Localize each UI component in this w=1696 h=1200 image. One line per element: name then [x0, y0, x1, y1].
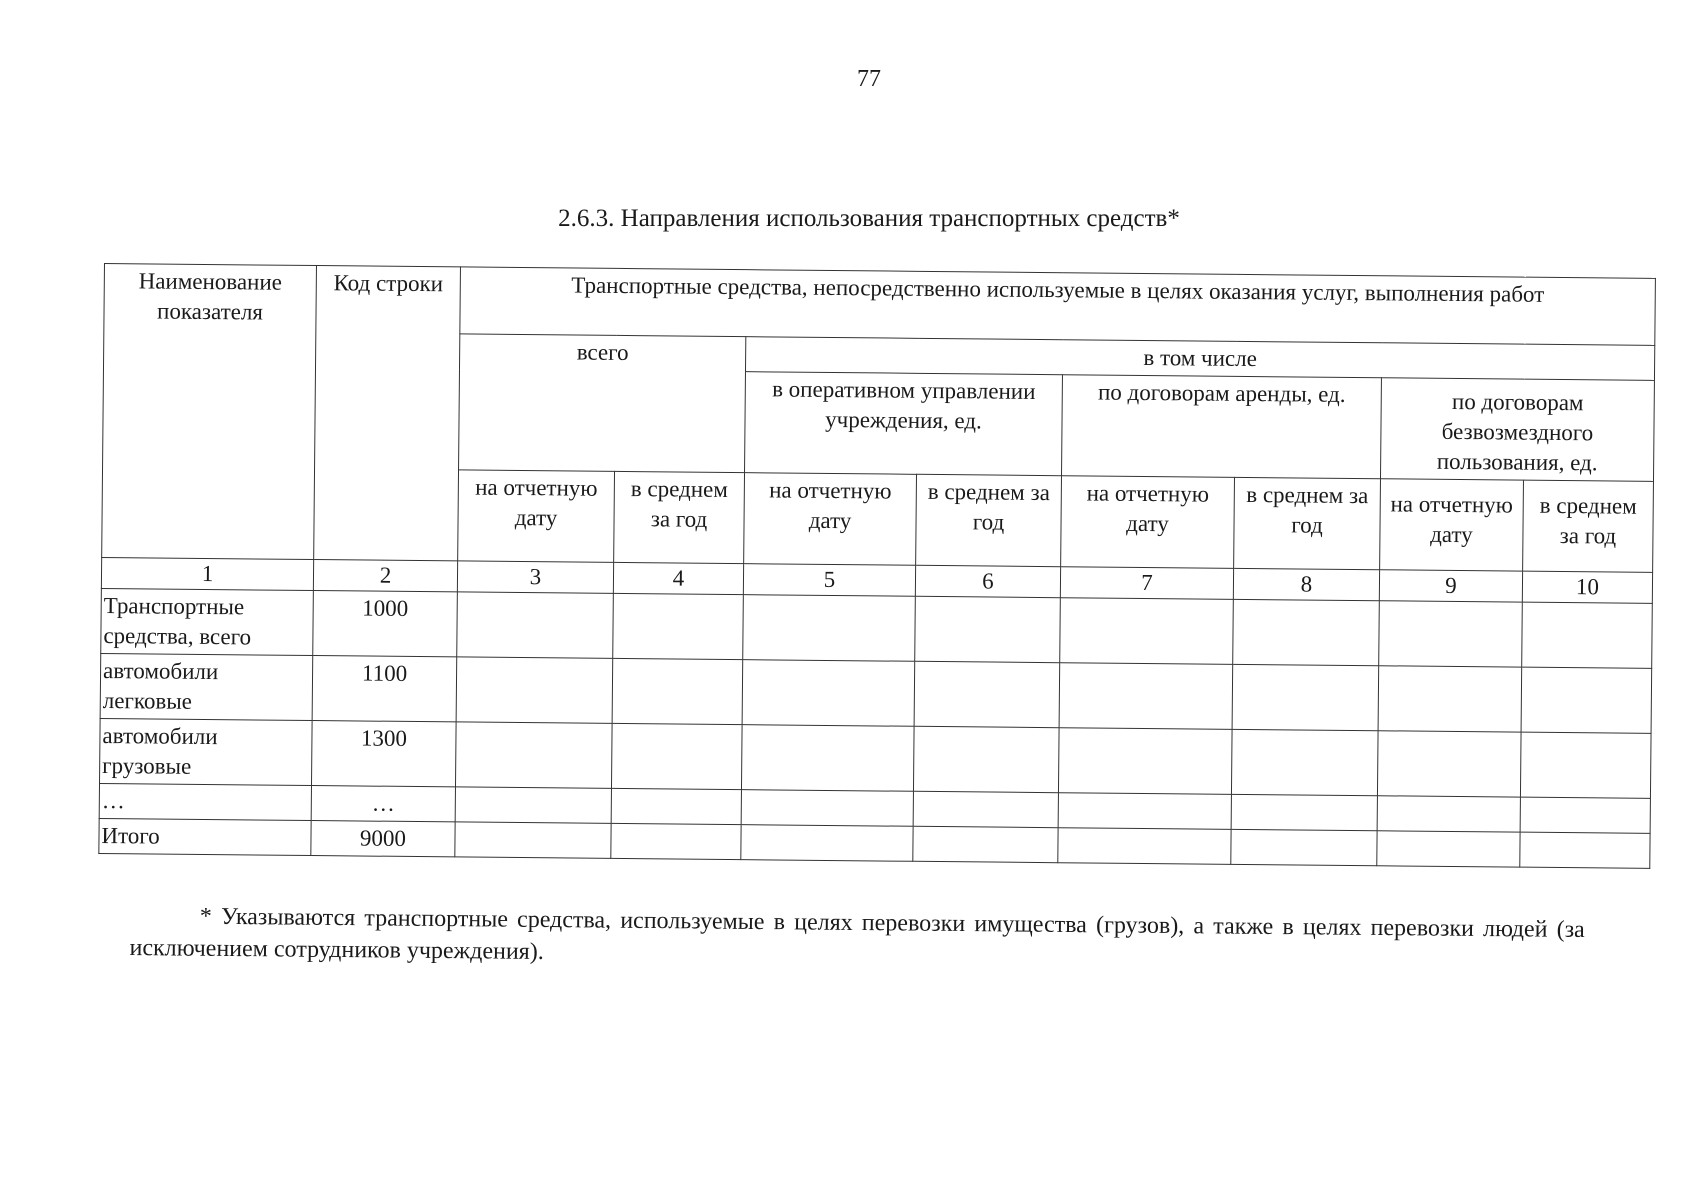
empty-cell	[1060, 597, 1234, 664]
empty-cell	[1058, 727, 1232, 794]
header-avg-year-total: в среднем за год	[614, 471, 745, 563]
header-indicator-name: Наименование показателя	[102, 264, 317, 560]
row-code: 1000	[313, 590, 458, 656]
empty-cell	[913, 826, 1058, 862]
empty-cell	[456, 657, 613, 723]
empty-cell	[1377, 830, 1520, 866]
empty-cell	[1377, 795, 1520, 831]
empty-cell	[741, 724, 914, 791]
empty-cell	[743, 594, 916, 661]
empty-cell	[1521, 667, 1652, 733]
empty-cell	[613, 593, 744, 659]
empty-cell	[1522, 602, 1653, 668]
header-on-date-total: на отчетную дату	[458, 470, 615, 562]
empty-cell	[742, 659, 915, 726]
empty-cell	[914, 661, 1060, 727]
row-name: …	[99, 783, 311, 820]
row-code: 9000	[311, 820, 455, 856]
section-title: 2.6.3. Направления использования транспортных средств*	[558, 205, 1180, 232]
header-main-group: Транспортные средства, непосредственно используемые в целях оказания услуг, выполнения работ	[460, 267, 1656, 345]
column-number: 8	[1233, 568, 1379, 600]
empty-cell	[741, 789, 913, 826]
empty-cell	[1058, 792, 1231, 829]
column-number: 5	[743, 563, 915, 596]
header-row-code: Код строки	[314, 266, 461, 561]
column-number: 2	[313, 559, 457, 591]
row-name: Итого	[99, 818, 311, 855]
column-number: 10	[1522, 571, 1652, 603]
header-free-use: по договорам безвозмездного пользования, ед.	[1380, 378, 1654, 481]
empty-cell	[611, 788, 741, 824]
row-code: 1300	[311, 720, 456, 786]
column-number: 4	[613, 562, 743, 594]
transport-usage-table	[98, 263, 1656, 869]
footnote: * Указываются транспортные средства, используемые в целях перевозки имущества (грузов), а также в целях перевозки людей (за исключением сотрудников учреждения).	[129, 903, 1585, 966]
empty-cell	[741, 824, 913, 861]
row-code: 1100	[312, 655, 457, 721]
table-container	[98, 263, 1645, 868]
empty-cell	[1520, 832, 1650, 868]
column-number: 6	[915, 565, 1060, 597]
empty-cell	[1059, 662, 1233, 729]
empty-cell	[611, 823, 741, 859]
empty-cell	[1232, 664, 1379, 730]
header-row-1	[104, 264, 1656, 346]
empty-cell	[1520, 797, 1650, 833]
header-operative: в оперативном управлении учреждения, ед.	[745, 372, 1063, 476]
row-name: Транспортные средства, всего	[101, 588, 314, 655]
empty-cell	[1379, 600, 1523, 666]
header-avg-year-operative: в среднем за год	[916, 474, 1062, 566]
empty-cell	[1377, 730, 1521, 796]
empty-cell	[1520, 732, 1651, 798]
empty-cell	[1231, 729, 1378, 795]
column-number: 1	[101, 557, 313, 590]
row-name: автомобили грузовые	[100, 718, 313, 785]
column-number: 3	[457, 561, 613, 593]
header-rent: по договорам аренды, ед.	[1062, 375, 1382, 479]
column-number: 7	[1060, 566, 1233, 599]
empty-cell	[455, 822, 611, 858]
empty-cell	[1378, 665, 1522, 731]
header-on-date-rent: на отчетную дату	[1061, 475, 1235, 568]
empty-cell	[457, 592, 614, 658]
empty-cell	[913, 791, 1058, 827]
header-including: в том числе	[745, 337, 1654, 381]
empty-cell	[455, 722, 612, 788]
row-name: автомобили легковые	[100, 653, 313, 720]
page-number: 77	[857, 66, 881, 92]
header-on-date-free: на отчетную дату	[1380, 478, 1524, 570]
header-total: всего	[459, 334, 746, 472]
empty-cell	[1231, 794, 1377, 830]
empty-cell	[1231, 829, 1377, 865]
column-number: 9	[1379, 569, 1522, 601]
empty-cell	[915, 596, 1061, 662]
row-code: …	[311, 785, 455, 821]
header-on-date-operative: на отчетную дату	[744, 472, 917, 565]
empty-cell	[913, 726, 1059, 792]
empty-cell	[612, 658, 743, 724]
empty-cell	[1233, 599, 1380, 665]
empty-cell	[1058, 827, 1231, 864]
empty-cell	[455, 787, 611, 823]
header-avg-year-rent: в среднем за год	[1234, 477, 1381, 569]
header-avg-year-free: в среднем за год	[1523, 480, 1654, 572]
empty-cell	[611, 723, 742, 789]
